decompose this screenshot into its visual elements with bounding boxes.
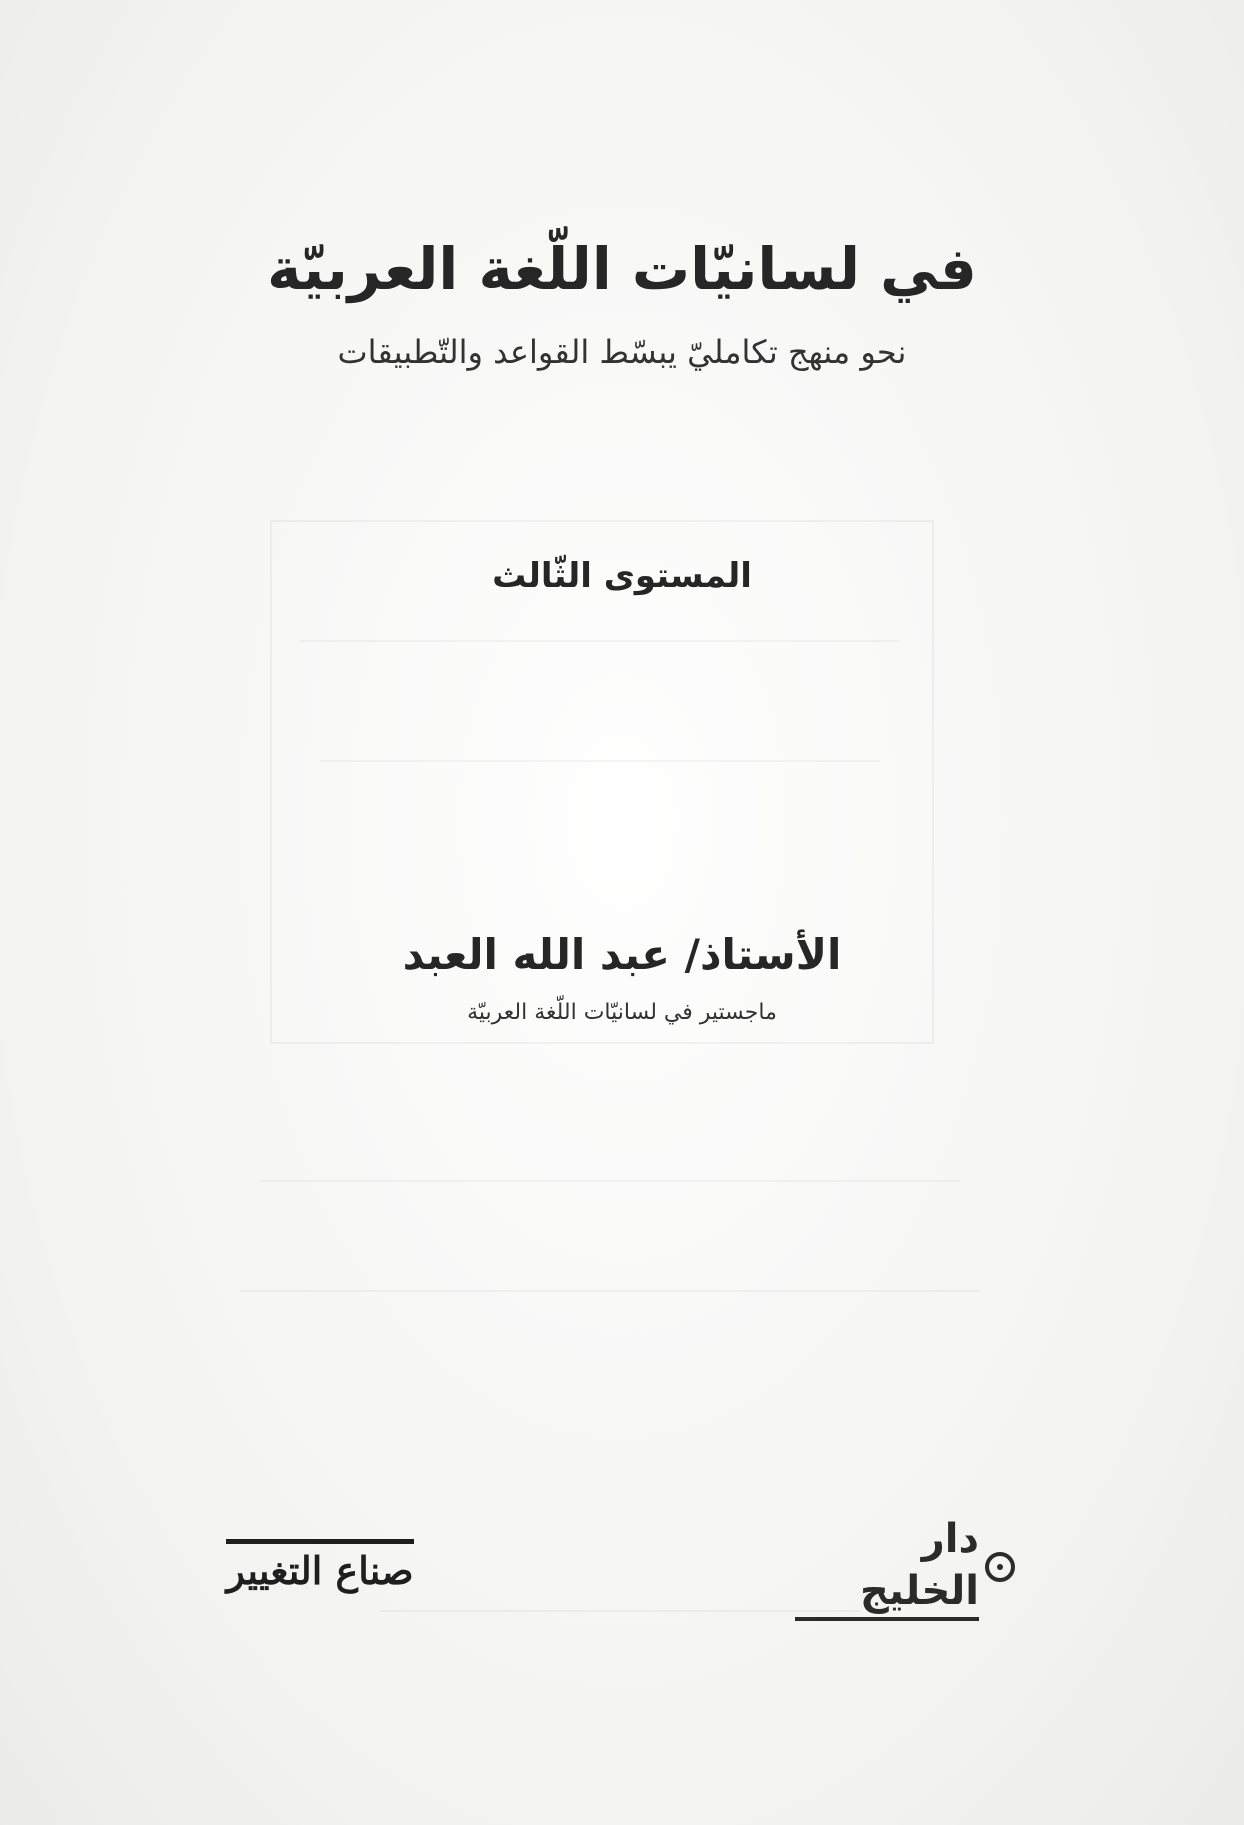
publisher-logo-text: دار الخليج	[795, 1513, 979, 1621]
publisher-logo-dar-alkhaleej	[795, 1516, 1015, 1614]
book-title: في لسانيّات اللّغة العربيّة	[267, 235, 977, 303]
book-level: المستوى الثّالث	[492, 556, 752, 596]
show-through-line	[380, 1610, 860, 1612]
author-credential: ماجستير في لسانيّات اللّغة العربيّة	[467, 1000, 777, 1025]
book-subtitle: نحو منهج تكامليّ يبسّط القواعد والتّطبيقات	[337, 333, 907, 371]
publisher-logo-sunna-altaghyeer	[205, 1532, 435, 1602]
author-name: الأستاذ/ عبد الله العبد	[402, 930, 842, 979]
show-through-line	[320, 760, 880, 762]
show-through-line	[300, 640, 900, 642]
show-through-line	[240, 1290, 980, 1292]
publisher-logo-text: صناع التغيير	[226, 1539, 413, 1596]
publisher-mark-icon	[985, 1552, 1015, 1582]
show-through-line	[260, 1180, 960, 1182]
